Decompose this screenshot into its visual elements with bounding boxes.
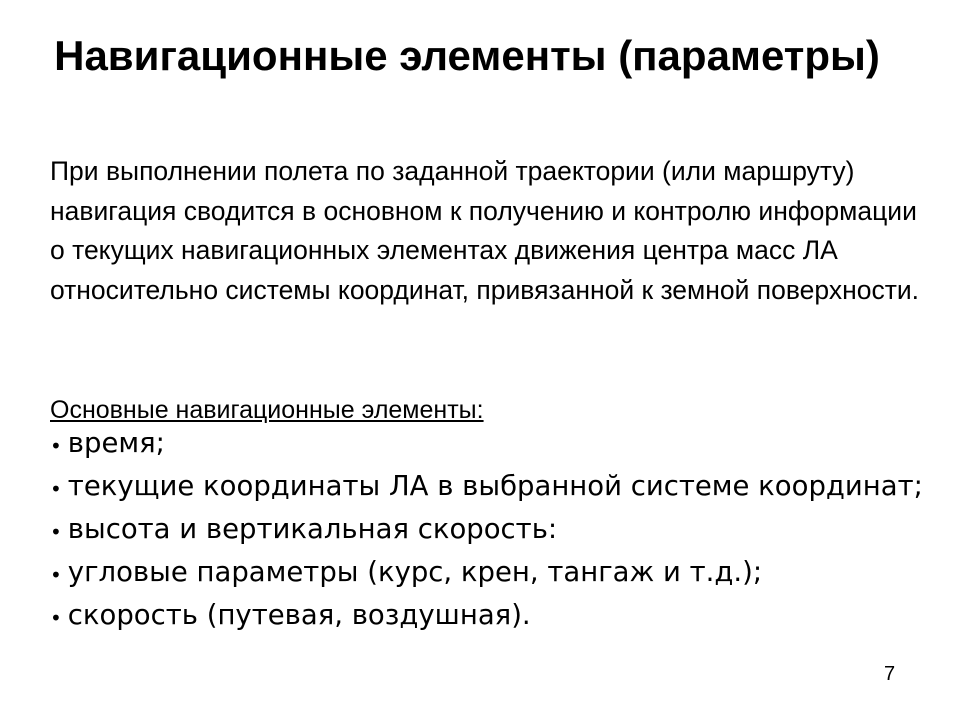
bullet-icon: •: [50, 434, 62, 458]
list-item: [50, 600, 930, 630]
slide-title: Навигационные элементы (параметры): [54, 32, 880, 79]
bullet-icon: •: [50, 563, 62, 587]
list-item: [50, 471, 930, 501]
bullet-icon: •: [50, 520, 62, 544]
page-number: 7: [884, 663, 896, 685]
list-item: [50, 428, 930, 458]
list-item: [50, 514, 930, 544]
intro-paragraph: При выполнении полета по заданной траектории (или маршруту) навигация сводится в основном к получению и контролю информации о текущих навигационных элементах движения центра масс ЛА относительно системы координат, привязанной к земной поверхности.: [50, 156, 920, 305]
bullet-icon: •: [50, 477, 62, 501]
list-item-text: угловые параметры (курс, крен, тангаж и т.д.);: [67, 556, 763, 588]
bullet-list: [50, 428, 930, 643]
list-item-text: время;: [67, 427, 165, 459]
list-item-text: скорость (путевая, воздушная).: [67, 599, 531, 631]
list-heading: Основные навигационные элементы:: [50, 396, 484, 424]
list-item: [50, 557, 930, 587]
bullet-icon: •: [50, 606, 62, 630]
list-item-text: текущие координаты ЛА в выбранной системе координат;: [67, 470, 923, 502]
list-item-text: высота и вертикальная скорость:: [67, 513, 558, 545]
